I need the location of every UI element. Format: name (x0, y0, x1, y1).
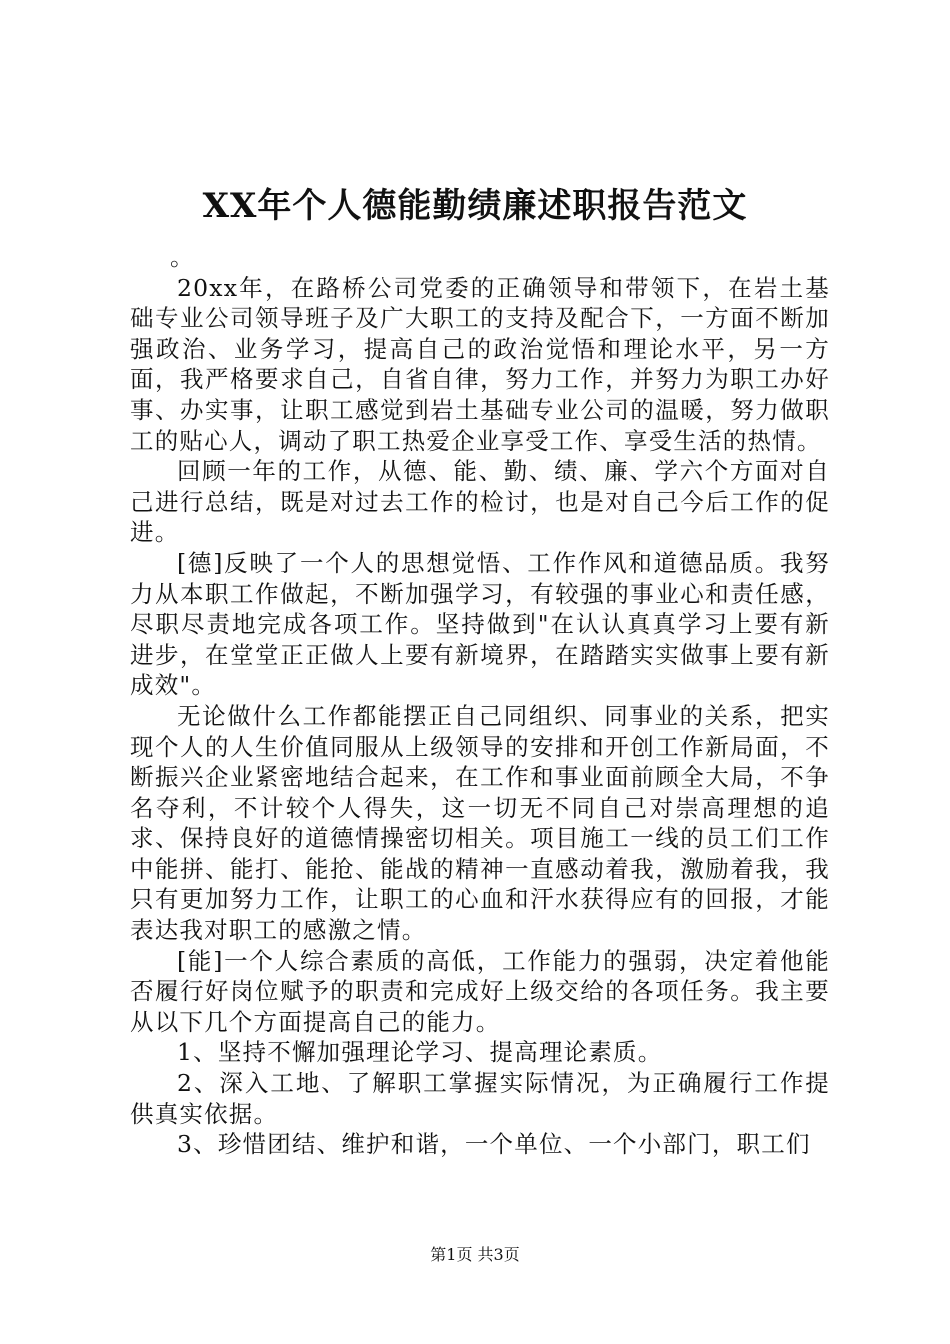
page-footer: 第1页 共3页 (430, 1245, 520, 1264)
document-body (130, 242, 830, 1160)
paragraph: 3、珍惜团结、维护和谐，一个单位、一个小部门，职工们 (177, 1130, 811, 1159)
paragraph: 1、坚持不懈加强理论学习、提高理论素质。 (177, 1038, 663, 1067)
document-title: XX年个人德能勤绩廉述职报告范文 (202, 186, 748, 226)
paragraph: 无论做什么工作都能摆正自己同组织、同事业的关系，把实现个人的人生价值同服从上级领导的安排和开创工作新局面，不断振兴企业紧密地结合起来，在工作和事业面前顾全大局，不争名夺利，不计较个人得失，这一切无不同自己对崇高理想的追求、保持良好的道德情操密切相关。项目施工一线的员工们工作中能拼、能打、能抢、能战的精神一直感动着我，激励着我，我只有更加努力工作，让职工的心血和汗水获得应有的回报，才能表达我对职工的感激之情。 (130, 701, 830, 945)
paragraph: 回顾一年的工作，从德、能、勤、绩、廉、学六个方面对自己进行总结，既是对过去工作的检讨，也是对自己今后工作的促进。 (130, 457, 830, 547)
paragraph: 2、深入工地、了解职工掌握实际情况，为正确履行工作提供真实依据。 (130, 1069, 830, 1128)
paragraph: [能]一个人综合素质的高低，工作能力的强弱，决定着他能否履行好岗位赋予的职责和完成好上级交给的各项任务。我主要从以下几个方面提高自己的能力。 (130, 946, 830, 1036)
paragraph: 20xx年，在路桥公司党委的正确领导和带领下，在岩土基础专业公司领导班子及广大职工的支持及配合下，一方面不断加强政治、业务学习，提高自己的政治觉悟和理论水平，另一方面，我严格要求自己，自省自律，努力工作，并努力为职工办好事、办实事，让职工感觉到岩土基础专业公司的温暖，努力做职工的贴心人，调动了职工热爱企业享受工作、享受生活的热情。 (130, 273, 830, 455)
paragraph: [德]反映了一个人的思想觉悟、工作作风和道德品质。我努力从本职工作做起，不断加强学习，有较强的事业心和责任感，尽职尽责地完成各项工作。坚持做到"在认认真真学习上要有新进步，在堂堂正正做人上要有新境界，在踏踏实实做事上要有新成效"。 (130, 548, 830, 700)
paragraph: 。 (169, 243, 195, 271)
